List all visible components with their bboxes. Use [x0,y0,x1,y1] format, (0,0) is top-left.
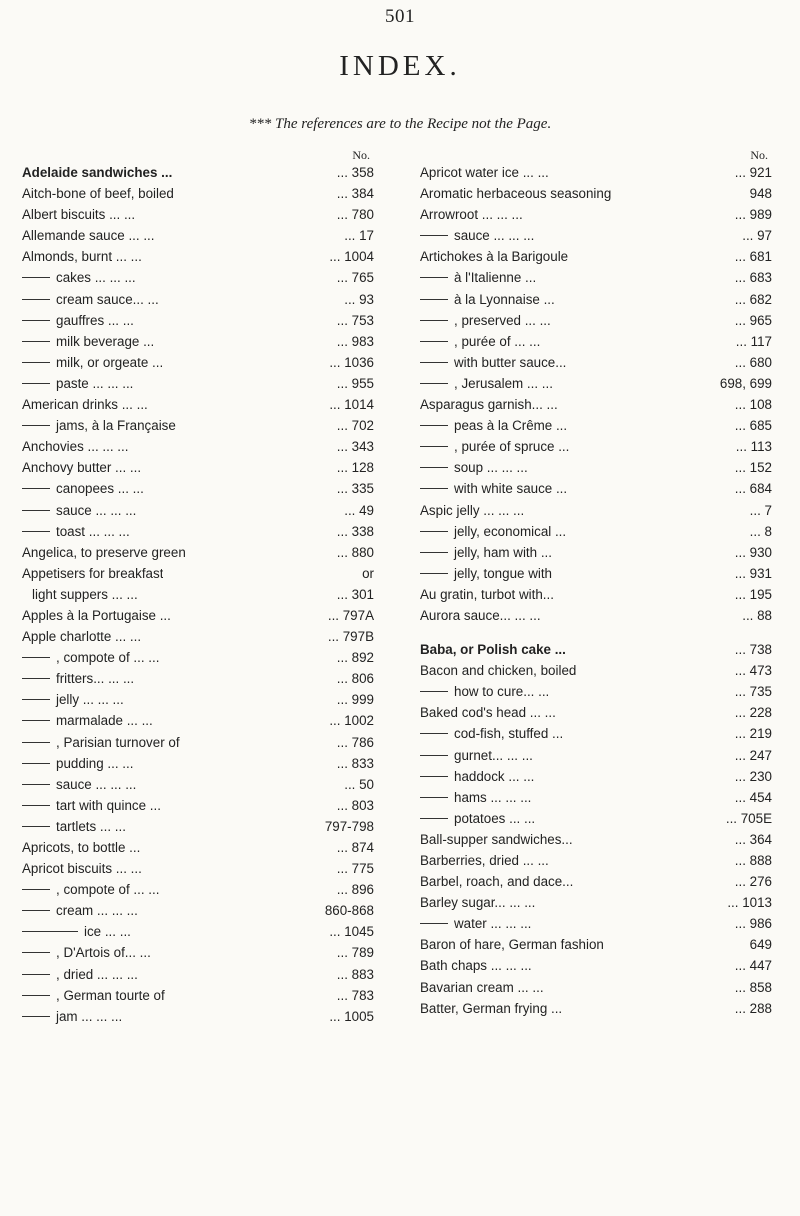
entry-recipe-number: ... 454 [734,789,772,805]
entry-label: , German tourte of [56,987,165,1003]
entry-label: Ball-supper sandwiches... [420,831,573,847]
index-entry [420,913,772,934]
entry-recipe-number: ... 780 [336,207,374,223]
entry-label: , purée of ... ... [454,333,541,349]
entry-label: , Jerusalem ... ... [454,375,553,391]
index-entry [22,394,374,415]
entry-label: , Parisian turnover of [56,734,180,750]
entry-recipe-number: ... 797A [327,607,374,623]
entry-recipe-number: ... 358 [336,165,374,180]
entry-recipe-number: ... 892 [336,650,374,666]
index-entry [22,858,374,879]
index-entry [420,331,772,352]
entry-recipe-number: ... 775 [336,861,374,877]
entry-recipe-number: ... 684 [734,481,772,497]
entry-label: , preserved ... ... [454,312,551,328]
entry-recipe-number: ... 858 [734,979,772,995]
entry-recipe-number: ... 195 [734,586,772,602]
entry-label: fritters... ... ... [56,671,135,687]
entry-recipe-number: ... 896 [336,882,374,898]
index-entry [22,183,374,204]
entry-recipe-number: ... 806 [336,671,374,687]
index-entry [420,373,772,394]
right-entry-list [420,162,772,1019]
entry-recipe-number: ... 49 [344,502,374,518]
index-entry [420,204,772,225]
entry-label: Almonds, burnt ... ... [22,249,142,265]
entry-recipe-number: ... 301 [336,586,374,602]
entry-label: Aromatic herbaceous seasoning [420,186,612,202]
index-entry [420,183,772,204]
index-entry [420,787,772,808]
entry-recipe-number: ... 797B [327,629,374,645]
entry-recipe-number: 797-798 [324,818,374,834]
entry-recipe-number: ... 288 [734,1000,772,1016]
entry-label: Apricots, to bottle ... [22,840,141,855]
entry-label: à l'Italienne ... [454,270,537,286]
index-entry [22,204,374,225]
index-entry [420,225,772,246]
entry-recipe-number: ... 783 [336,987,374,1003]
index-entry [22,352,374,373]
index-entry [22,415,374,436]
index-entry [22,753,374,774]
entry-label: Aitch-bone of beef, boiled [22,186,174,202]
index-entry [420,246,772,267]
entry-label: jelly, economical ... [454,523,567,539]
entry-label: Bavarian cream ... ... [420,979,544,995]
index-entry [22,774,374,795]
entry-recipe-number: ... 883 [336,966,374,982]
index-entry [420,436,772,457]
entry-label: , compote of ... ... [56,882,160,898]
entry-recipe-number: 860-868 [324,903,374,919]
entry-label: Baked cod's head ... ... [420,705,556,721]
entry-recipe-number: ... 965 [734,312,772,328]
entry-label: Anchovies ... ... ... [22,439,129,455]
index-entry [420,702,772,723]
index-entry [420,998,772,1019]
entry-label: jelly, tongue with [454,565,553,581]
entry-recipe-number: ... 228 [734,705,772,721]
entry-label: Aurora sauce... ... ... [420,607,541,623]
index-entry [420,871,772,892]
entry-recipe-number: 948 [749,186,772,202]
index-entry [22,267,374,288]
entry-recipe-number: ... 17 [344,228,374,244]
entry-label: gauffres ... ... [56,312,134,328]
entry-label: sauce ... ... ... [56,502,137,518]
entry-label: sauce ... ... ... [454,228,535,244]
entry-label: peas à la Crême ... [454,418,568,434]
entry-recipe-number: ... 683 [734,270,772,286]
index-entry [22,795,374,816]
index-entry [420,892,772,913]
entry-label: jam ... ... ... [56,1008,123,1024]
entry-label: , compote of ... ... [56,650,160,666]
right-column [420,148,772,1019]
entry-label: gurnet... ... ... [454,747,533,763]
index-entry [22,310,374,331]
index-entry [22,521,374,542]
index-entry [420,415,772,436]
entry-label: tartlets ... ... [56,818,126,834]
entry-recipe-number: ... 1005 [329,1008,374,1024]
index-entry [420,310,772,331]
entry-label: Artichokes à la Barigoule [420,249,569,265]
entry-label: Baron of hare, German fashion [420,937,604,953]
index-note: *** The references are to the Recipe not the Page. [248,116,552,132]
index-entry [420,808,772,829]
index-entry [22,837,374,858]
index-entry [420,352,772,373]
entry-label: toast ... ... ... [56,523,130,539]
index-entry [420,745,772,766]
index-entry [420,977,772,998]
entry-recipe-number: ... 983 [336,333,374,349]
entry-recipe-number: ... 1004 [329,249,374,265]
entry-label: Anchovy butter ... ... [22,460,142,476]
entry-label: Asparagus garnish... ... [420,397,558,413]
index-entry [22,436,374,457]
index-entry [420,267,772,288]
index-entry [22,457,374,478]
index-entry [22,289,374,310]
entry-recipe-number: ... 738 [734,642,772,658]
entry-recipe-number: ... 8 [749,523,772,539]
index-entry [420,723,772,744]
entry-recipe-number: ... 338 [336,523,374,539]
index-entry [420,521,772,542]
entry-recipe-number: ... 447 [734,958,772,974]
entry-recipe-number: ... 880 [336,544,374,560]
entry-label: tart with quince ... [56,797,161,813]
entry-label: Angelica, to preserve green [22,544,186,560]
entry-recipe-number: ... 128 [336,460,374,476]
entry-recipe-number: ... 108 [734,397,772,413]
index-entry [22,605,374,626]
entry-label: with butter sauce... [454,354,567,370]
entry-label: Apple charlotte ... ... [22,629,142,645]
index-entry [22,816,374,837]
entry-recipe-number: ... 50 [344,776,374,792]
index-entry [22,478,374,499]
entry-label: how to cure... ... [454,684,550,700]
index-entry [22,626,374,647]
entry-recipe-number: ... 343 [336,439,374,455]
index-entry [22,331,374,352]
entry-recipe-number: ... 276 [734,874,772,890]
index-entry [420,660,772,681]
index-entry [22,373,374,394]
entry-label: cream ... ... ... [56,903,138,919]
index-entry [22,500,374,521]
index-entry [22,225,374,246]
index-entry [22,162,374,183]
entry-recipe-number: ... 97 [742,228,772,244]
index-entry [420,162,772,183]
entry-label: , D'Artois of... ... [56,945,151,961]
right-column-header: No. [750,148,768,162]
entry-label: light suppers ... ... [32,586,138,602]
index-entry [420,605,772,626]
entry-recipe-number: ... 735 [734,684,772,700]
entry-label: , purée of spruce ... [454,439,570,455]
entry-label: American drinks ... ... [22,397,148,413]
entry-recipe-number: ... 113 [735,439,772,455]
entry-recipe-number: ... 921 [734,165,772,180]
entry-recipe-number: ... 955 [336,375,374,391]
entry-recipe-number: ... 93 [344,291,374,307]
entry-label: jelly, ham with ... [454,544,552,560]
left-entry-list [22,162,374,1027]
page-number: 501 [385,6,415,27]
index-entry [22,710,374,731]
entry-recipe-number: ... 7 [749,502,772,518]
index-entry [22,879,374,900]
entry-label: Adelaide sandwiches ... [22,165,173,180]
entry-recipe-number: ... 705E [725,810,772,826]
entry-label: Arrowroot ... ... ... [420,207,523,223]
index-entry [22,584,374,605]
entry-label: hams ... ... ... [454,789,532,805]
index-entry [22,246,374,267]
entry-label: Au gratin, turbot with... [420,586,554,602]
entry-label: Barbel, roach, and dace... [420,874,574,890]
entry-recipe-number: ... 685 [734,418,772,434]
index-entry [420,766,772,787]
entry-label: water ... ... ... [454,916,532,932]
entry-recipe-number: ... 473 [734,663,772,679]
entry-recipe-number: ... 117 [735,333,772,349]
left-column [22,148,374,1027]
entry-recipe-number: ... 152 [734,460,772,476]
entry-recipe-number: ... 702 [336,418,374,434]
entry-recipe-number: ... 384 [336,186,374,202]
index-entry [420,934,772,955]
entry-recipe-number: ... 931 [734,565,772,581]
index-entry [22,985,374,1006]
entry-label: à la Lyonnaise ... [454,291,555,307]
entry-recipe-number: ... 681 [734,249,772,265]
index-entry [420,563,772,584]
entry-recipe-number: or [362,565,374,581]
entry-label: Bath chaps ... ... ... [420,958,532,974]
entry-recipe-number: ... 786 [336,734,374,750]
entry-recipe-number: ... 765 [336,270,374,286]
entry-label: paste ... ... ... [56,375,134,391]
entry-label: marmalade ... ... [56,713,153,729]
entry-label: Apricot biscuits ... ... [22,861,142,877]
entry-label: cream sauce... ... [56,291,159,307]
entry-recipe-number: ... 803 [336,797,374,813]
page-title: INDEX. [339,50,461,82]
entry-recipe-number: ... 986 [734,916,772,932]
entry-label: Batter, German frying ... [420,1000,563,1016]
entry-label: jelly ... ... ... [56,692,124,708]
index-entry [22,542,374,563]
entry-recipe-number: ... 680 [734,354,772,370]
index-entry [420,500,772,521]
entry-recipe-number: ... 335 [336,481,374,497]
entry-label: Albert biscuits ... ... [22,207,136,223]
entry-label: milk, or orgeate ... [56,354,164,370]
entry-label: ice ... ... [84,924,131,940]
index-entry [420,829,772,850]
index-entry [22,942,374,963]
entry-label: potatoes ... ... [454,810,536,826]
entry-label: cod-fish, stuffed ... [454,726,564,742]
index-entry [420,289,772,310]
entry-recipe-number: ... 88 [742,607,772,623]
entry-label: sauce ... ... ... [56,776,137,792]
entry-label: pudding ... ... [56,755,134,771]
index-entry [22,964,374,985]
entry-recipe-number: ... 1014 [329,397,374,413]
entry-recipe-number: ... 230 [734,768,772,784]
entry-label: jams, à la Française [56,418,176,434]
entry-label: Aspic jelly ... ... ... [420,502,525,518]
entry-label: Apples à la Portugaise ... [22,607,171,623]
index-entry [22,1006,374,1027]
entry-label: haddock ... ... [454,768,535,784]
entry-label: Allemande sauce ... ... [22,228,155,244]
index-entry [420,681,772,702]
index-entry [420,394,772,415]
left-column-header: No. [352,148,370,162]
entry-recipe-number: ... 874 [336,840,374,855]
entry-label: Appetisers for breakfast [22,565,164,581]
index-entry [420,850,772,871]
entry-recipe-number: 649 [749,937,772,953]
entry-recipe-number: ... 753 [336,312,374,328]
entry-label: soup ... ... ... [454,460,528,476]
entry-recipe-number: ... 682 [734,291,772,307]
entry-recipe-number: ... 219 [734,726,772,742]
entry-label: with white sauce ... [454,481,568,497]
entry-label: Baba, or Polish cake ... [420,642,566,658]
entry-label: cakes ... ... ... [56,270,136,286]
entry-label: Bacon and chicken, boiled [420,663,577,679]
index-entry [420,584,772,605]
index-entry [22,563,374,584]
entry-label: Barberries, dried ... ... [420,853,549,868]
entry-label: Barley sugar... ... ... [420,895,536,911]
index-entry [22,732,374,753]
index-entry [420,955,772,976]
entry-recipe-number: 698, 699 [719,375,772,391]
index-entry [420,457,772,478]
index-entry [420,639,772,660]
index-entry [22,647,374,668]
entry-recipe-number: ... 789 [336,945,374,961]
entry-recipe-number: ... 364 [734,831,772,847]
entry-recipe-number: ... 1002 [329,713,374,729]
index-entry [420,478,772,499]
entry-label: , dried ... ... ... [56,966,138,982]
index-entry [22,689,374,710]
entry-recipe-number: ... 930 [734,544,772,560]
index-entry [22,668,374,689]
entry-recipe-number: ... 1036 [329,354,374,370]
index-entry [22,900,374,921]
entry-recipe-number: ... 989 [734,207,772,223]
entry-recipe-number: ... 247 [734,747,772,763]
entry-recipe-number: ... 888 [734,853,772,868]
entry-recipe-number: ... 999 [336,692,374,708]
entry-recipe-number: ... 1045 [329,924,374,940]
entry-label: Apricot water ice ... ... [420,165,549,180]
entry-recipe-number: ... 1013 [727,895,772,911]
index-entry [22,921,374,942]
entry-label: milk beverage ... [56,333,155,349]
entry-recipe-number: ... 833 [336,755,374,771]
index-entry [420,542,772,563]
entry-label: canopees ... ... [56,481,144,497]
